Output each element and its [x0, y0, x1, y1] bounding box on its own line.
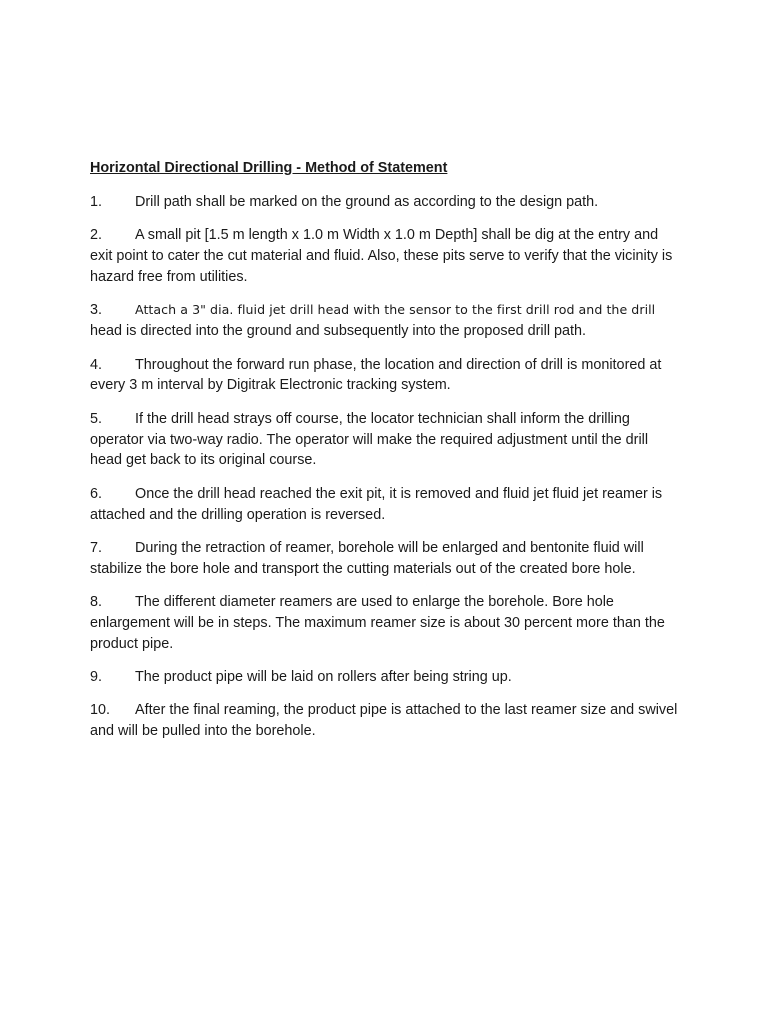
step-item-7 — [90, 538, 680, 580]
step-item-4 — [90, 355, 680, 397]
step-text: The different diameter reamers are used to enlarge the borehole. Bore hole enlargement will be in steps. The maximum reamer size is about 30 percent more than the product pipe. — [90, 594, 665, 652]
step-text-first-line: Attach a 3" dia. fluid jet drill head with the sensor to the first drill rod and the drill — [135, 302, 656, 318]
step-text: The product pipe will be laid on rollers after being string up. — [135, 669, 512, 686]
step-text: A small pit [1.5 m length x 1.0 m Width x 1.0 m Depth] shall be dig at the entry and exit point to cater the cut material and fluid. Also, these pits serve to verify that the vicinity is hazard free from utilities. — [90, 227, 673, 285]
step-text: During the retraction of reamer, borehole will be enlarged and bentonite fluid will stabilize the bore hole and transport the cutting materials out of the created bore hole. — [90, 539, 644, 577]
step-text: Throughout the forward run phase, the location and direction of drill is monitored at every 3 m interval by Digitrak Electronic tracking system. — [90, 356, 662, 394]
step-text: Once the drill head reached the exit pit, it is removed and fluid jet fluid jet reamer is attached and the drilling operation is reversed. — [90, 485, 663, 523]
step-item-3 — [90, 300, 680, 342]
step-number: 7. — [90, 539, 103, 556]
step-text-rest: head is directed into the ground and subsequently into the proposed drill path. — [90, 323, 587, 340]
step-number: 5. — [90, 410, 103, 427]
step-number: 8. — [90, 594, 103, 611]
step-number: 4. — [90, 356, 103, 373]
step-number: 2. — [90, 227, 103, 244]
step-item-10 — [90, 700, 680, 742]
step-item-5 — [90, 409, 680, 471]
step-text: After the final reaming, the product pipe is attached to the last reamer size and swivel and will be pulled into the borehole. — [90, 702, 678, 740]
step-item-9 — [90, 667, 680, 688]
step-number: 9. — [90, 669, 103, 686]
step-number: 1. — [90, 194, 103, 210]
step-text: If the drill head strays off course, the locator technician shall inform the drilling operator via two-way radio. The operator will make the required adjustment until the drill head get back to its original course. — [90, 410, 649, 469]
step-number: 3. — [90, 302, 103, 319]
step-item-6 — [90, 484, 680, 526]
step-text: Drill path shall be marked on the ground as according to the design path. — [135, 194, 599, 210]
step-item-8 — [90, 592, 680, 654]
step-item-1 — [90, 192, 680, 213]
document-content — [90, 158, 680, 755]
step-number: 10. — [90, 702, 111, 719]
step-item-2 — [90, 225, 680, 287]
step-number: 6. — [90, 485, 103, 502]
document-title: Horizontal Directional Drilling - Method of Statement — [90, 160, 448, 176]
